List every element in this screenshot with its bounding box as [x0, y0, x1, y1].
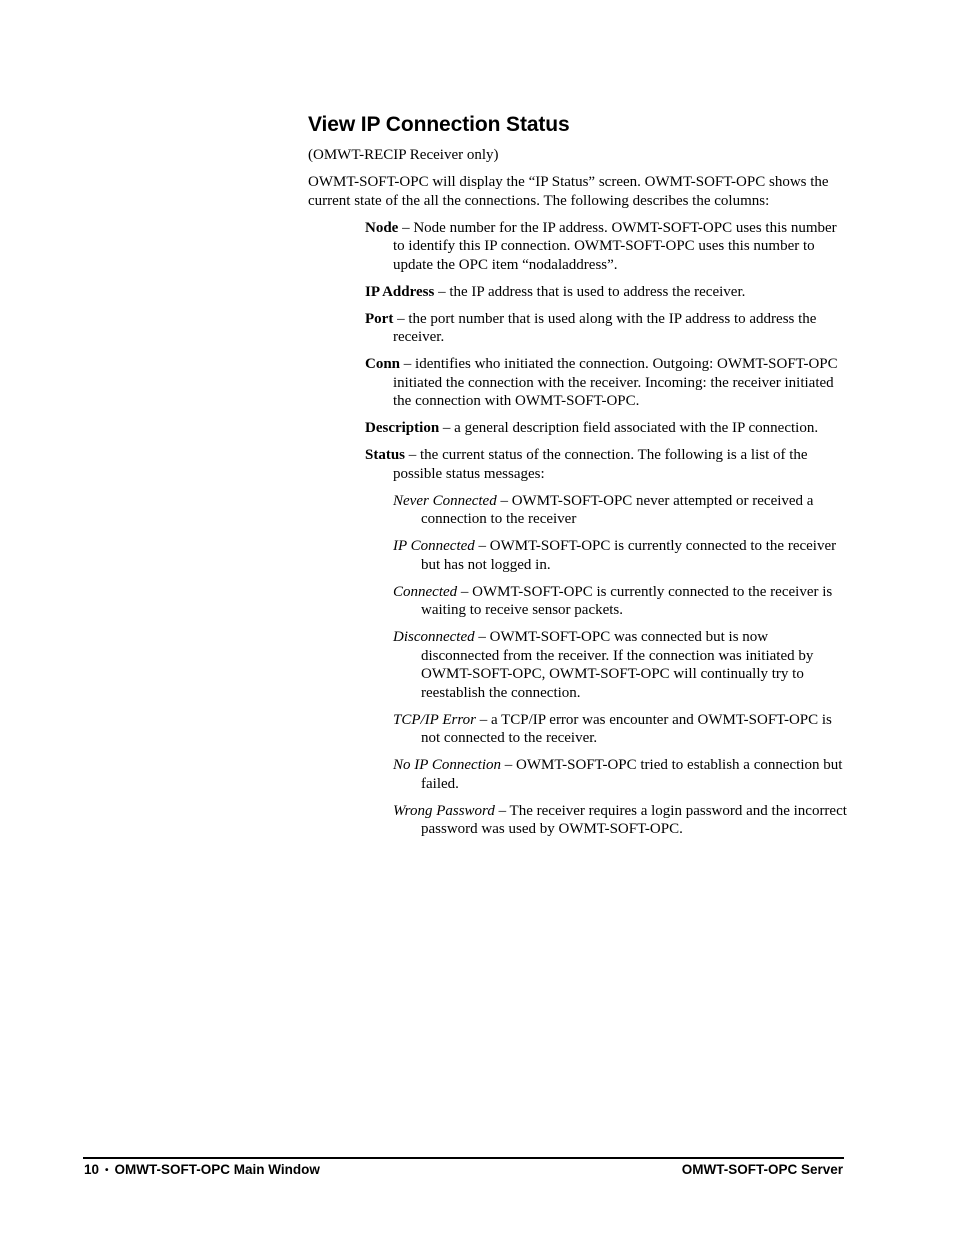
status-desc: – The receiver requires a login password and the incorrect password was used by OWMT-SOFT-OPC.	[421, 802, 847, 837]
column-desc: – the IP address that is used to address the receiver.	[434, 283, 746, 300]
status-connected	[393, 583, 848, 620]
page-content	[308, 112, 848, 847]
column-term: Node	[365, 219, 399, 236]
column-term: Port	[365, 310, 394, 327]
column-def-ip-address	[365, 283, 848, 302]
column-term: Status	[365, 447, 406, 463]
status-desc: – OWMT-SOFT-OPC is currently connected to the receiver is waiting to receive sensor packets.	[421, 583, 833, 618]
status-never-connected	[393, 492, 848, 529]
status-tcpip-error	[393, 711, 848, 748]
footer-divider	[83, 1157, 844, 1159]
status-desc: – OWMT-SOFT-OPC never attempted or received a connection to the receiver	[421, 492, 814, 527]
column-def-status	[365, 446, 848, 483]
footer-product: OMWT-SOFT-OPC Server	[681, 1162, 843, 1177]
status-ip-connected	[393, 537, 848, 574]
column-desc: – the port number that is used along with the IP address to address the receiver.	[393, 310, 817, 345]
column-def-node	[365, 219, 848, 275]
status-term: Wrong Password	[393, 802, 495, 819]
status-desc: – OWMT-SOFT-OPC is currently connected to the receiver but has not logged in.	[421, 538, 837, 573]
bullet-separator: •	[105, 1165, 109, 1176]
page-number: 10	[84, 1162, 100, 1177]
column-desc: – identifies who initiated the connection. Outgoing: OWMT-SOFT-OPC initiated the connection with the receiver. Incoming: the receiver initiated the connection with OWMT-SOFT-OPC.	[393, 356, 838, 409]
chapter-title: OMWT-SOFT-OPC Main Window	[114, 1162, 320, 1177]
status-term: IP Connected	[393, 538, 475, 554]
status-no-ip-connection	[393, 756, 848, 793]
status-term: Connected	[393, 583, 458, 600]
status-desc: – OWMT-SOFT-OPC tried to establish a connection but failed.	[421, 757, 843, 792]
status-term: No IP Connection	[393, 757, 502, 773]
receiver-note: (OMWT-RECIP Receiver only)	[308, 147, 499, 163]
column-desc: – the current status of the connection. The following is a list of the possible status messages:	[393, 447, 808, 482]
intro-paragraph: OWMT-SOFT-OPC will display the “IP Status” screen. OWMT-SOFT-OPC shows the current state of the all the connections. The following describes the columns:	[308, 174, 829, 209]
status-desc: – a TCP/IP error was encounter and OWMT-SOFT-OPC is not connected to the receiver.	[421, 711, 832, 746]
column-def-conn	[365, 355, 848, 411]
status-term: Disconnected	[393, 629, 475, 645]
status-disconnected	[393, 628, 848, 702]
section-title: View IP Connection Status	[308, 113, 570, 136]
footer-left	[84, 1162, 320, 1179]
status-desc: – OWMT-SOFT-OPC was connected but is now disconnected from the receiver. If the connection was initiated by OWMT-SOFT-OPC, OWMT-SOFT-OPC will continually try to reestablish the connection.	[421, 629, 814, 701]
column-term: IP Address	[365, 283, 435, 300]
status-wrong-password	[393, 802, 848, 839]
column-term: Conn	[365, 356, 401, 372]
column-def-port	[365, 310, 848, 347]
status-term: Never Connected	[393, 492, 497, 509]
column-desc: – a general description field associated with the IP connection.	[439, 420, 819, 436]
column-def-description	[365, 419, 848, 438]
column-term: Description	[365, 420, 440, 436]
status-term: TCP/IP Error	[393, 711, 476, 728]
column-desc: – Node number for the IP address. OWMT-SOFT-OPC uses this number to identify this IP connection. OWMT-SOFT-OPC uses this number to update the OPC item “nodaladdress”.	[393, 219, 837, 273]
